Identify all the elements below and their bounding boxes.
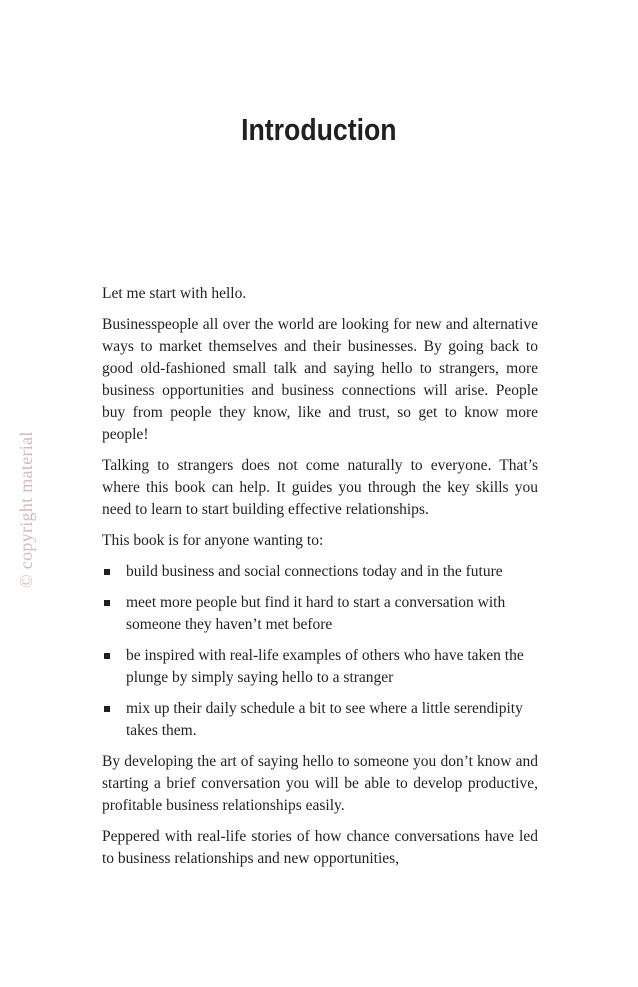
bullet-text: build business and social connections today and in the future (126, 563, 503, 580)
bullet-item (102, 698, 538, 742)
bullet-text: meet more people but find it hard to start a conversation with someone they haven’t met before (126, 594, 506, 633)
bullet-item (102, 561, 538, 583)
square-bullet-icon (104, 600, 110, 606)
square-bullet-icon (104, 653, 110, 659)
paragraph: Let me start with hello. (102, 285, 247, 302)
paragraph: Talking to strangers does not come naturally to everyone. That’s where this book can help. It guides you through the key skills you need to learn to start building effective relationships. (102, 457, 538, 518)
bullet-text: mix up their daily schedule a bit to see where a little serendipity takes them. (126, 700, 523, 739)
square-bullet-icon (104, 569, 110, 575)
paragraph: By developing the art of saying hello to someone you don’t know and starting a brief conversation you will be able to develop productive, profitable business relationships easily. (102, 753, 538, 814)
chapter-title: Introduction (241, 112, 397, 147)
paragraph: Peppered with real-life stories of how chance conversations have led to business relationships and new opportunities, (102, 828, 538, 867)
bullet-list (102, 561, 538, 742)
paragraph: Businesspeople all over the world are looking for new and alternative ways to market themselves and their businesses. By going back to good old-fashioned small talk and saying hello to strangers, more business opportunities and business connections will arise. People buy from people they know, like and trust, so get to know more people! (102, 316, 538, 443)
copyright-watermark: © copyright material (16, 431, 36, 588)
bullet-item (102, 645, 538, 689)
bullet-item (102, 592, 538, 636)
bullet-text: be inspired with real-life examples of others who have taken the plunge by simply saying hello to a stranger (126, 647, 524, 686)
body-text (102, 283, 538, 879)
list-intro: This book is for anyone wanting to: (102, 532, 324, 549)
square-bullet-icon (104, 706, 110, 712)
